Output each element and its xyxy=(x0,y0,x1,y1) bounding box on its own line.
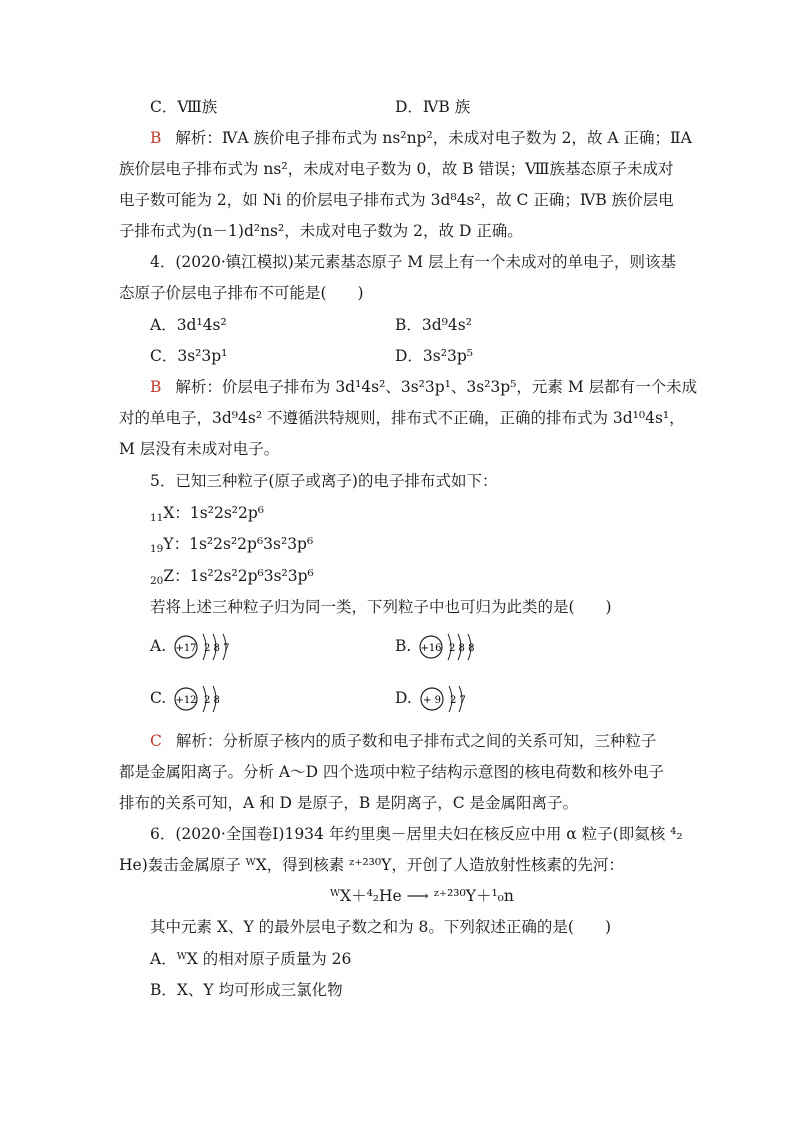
q4-option-d: D．3s²3p⁵ xyxy=(395,347,473,365)
svg-text:+17: +17 xyxy=(175,643,197,654)
q6-stem-line-2: He)轰击金属原子 ᵂX，得到核素 ᶻ⁺²³⁰Y，开创了人造放射性核素的先河： xyxy=(119,856,624,874)
atom-diagram-b xyxy=(416,630,496,664)
q4-option-b: B．3d⁹4s² xyxy=(395,316,472,334)
q5-config-z: $_{20}$Z：1s²2s²2p⁶3s²3p⁶ xyxy=(150,567,314,587)
q5-stem: 5．已知三种粒子(原子或离子)的电子排布式如下： xyxy=(150,472,498,490)
q5-explanation-line-1: C 解析：分析原子核内的质子数和电子排布式之间的关系可知，三种粒子 xyxy=(150,732,657,750)
q5-option-d: D. + 9 2 7 xyxy=(395,682,487,716)
q6-option-b: B．X、Y 均可形成三氯化物 xyxy=(150,981,343,999)
q6-question: 其中元素 X、Y 的最外层电子数之和为 8。下列叙述正确的是( ) xyxy=(150,918,612,936)
atom-diagram-c xyxy=(171,682,241,716)
svg-text:+ 9: + 9 xyxy=(422,695,441,706)
q3-explanation-line-1: B 解析：ⅣA 族价电子排布式为 ns²np²，未成对电子数为 2，故 A 正确；ⅡA xyxy=(150,129,692,147)
q4-answer: B xyxy=(150,378,162,396)
atom-diagram-d xyxy=(417,682,487,716)
q3-option-d: D．ⅣB 族 xyxy=(395,98,471,116)
svg-text:+12: +12 xyxy=(175,695,197,706)
q5-question: 若将上述三种粒子归为同一类，下列粒子中也可归为此类的是( ) xyxy=(150,598,612,616)
q4-option-a: A．3d¹4s² xyxy=(150,316,227,334)
svg-text:+16: +16 xyxy=(420,643,442,654)
q6-option-a: A．ᵂX 的相对原子质量为 26 xyxy=(150,950,352,968)
atom-diagram-a xyxy=(171,630,251,664)
q3-answer: B xyxy=(150,129,162,147)
q5-config-x: $_{11}$X：1s²2s²2p⁶ xyxy=(150,504,264,524)
q5-explanation-line-2: 都是金属阳离子。分析 A～D 四个选项中粒子结构示意图的核电荷数和核外电子 xyxy=(119,763,664,781)
q5-config-y: $_{19}$Y：1s²2s²2p⁶3s²3p⁶ xyxy=(150,535,314,555)
q6-equation: ᵂX＋⁴₂He ⟶ ᶻ⁺²³⁰Y＋¹₀n xyxy=(330,887,514,905)
q5-option-c: C. +12 2 8 xyxy=(150,682,241,716)
q4-option-c: C．3s²3p¹ xyxy=(150,347,228,365)
q3-explanation-line-2: 族价层电子排布式为 ns²，未成对电子数为 0，故 B 错误；Ⅷ族基态原子未成对 xyxy=(119,160,674,178)
q6-stem-line-1: 6．(2020·全国卷Ⅰ)1934 年约里奥－居里夫妇在核反应中用 α 粒子(即氦核 ⁴₂ xyxy=(150,825,683,843)
svg-text:2 8 8: 2 8 8 xyxy=(449,643,475,654)
q4-explanation-line-2: 对的单电子，3d⁹4s² 不遵循洪特规则，排布式不正确，正确的排布式为 3d¹⁰4s¹， xyxy=(119,409,685,427)
q4-stem-line-2: 态原子价层电子排布不可能是( ) xyxy=(119,284,364,302)
q3-explanation-line-4: 子排布式为(n－1)d²ns²，未成对电子数为 2，故 D 正确。 xyxy=(119,222,523,240)
q4-explanation-line-3: M 层没有未成对电子。 xyxy=(119,440,280,458)
q3-explanation-line-3: 电子数可能为 2，如 Ni 的价层电子排布式为 3d⁸4s²，故 C 正确；ⅣB 族价层电 xyxy=(119,191,674,209)
svg-text:2 7: 2 7 xyxy=(449,695,466,706)
q4-explanation-line-1: B 解析：价层电子排布为 3d¹4s²、3s²3p¹、3s²3p⁵，元素 M 层都有一个未成 xyxy=(150,378,698,396)
q5-explanation-line-3: 排布的关系可知，A 和 D 是原子，B 是阴离子，C 是金属阳离子。 xyxy=(119,794,579,812)
q3-option-c: C．Ⅷ族 xyxy=(150,98,218,116)
q4-stem-line-1: 4．(2020·镇江模拟)某元素基态原子 M 层上有一个未成对的单电子，则该基 xyxy=(150,253,677,271)
q5-answer: C xyxy=(150,732,162,750)
svg-text:2 8 7: 2 8 7 xyxy=(204,643,230,654)
q5-option-b: B. +16 2 8 8 xyxy=(395,630,496,664)
q5-option-a: A. +17 2 8 7 xyxy=(150,630,251,664)
svg-text:2 8: 2 8 xyxy=(204,695,221,706)
